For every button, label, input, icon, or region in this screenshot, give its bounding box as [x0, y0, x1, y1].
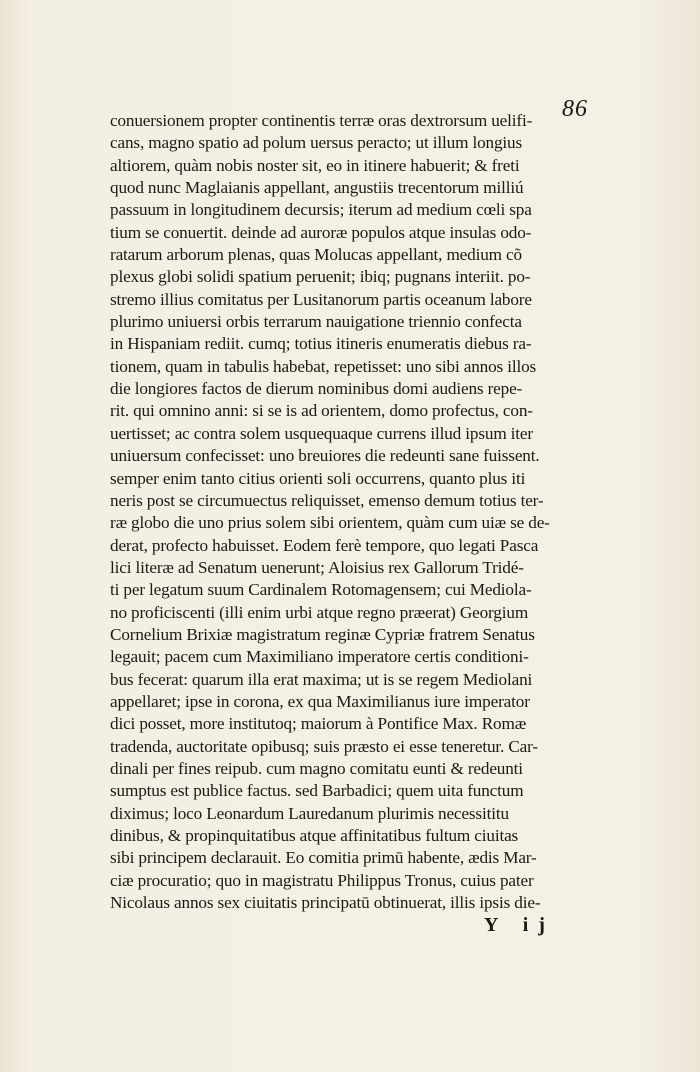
text-line: bus fecerat: quarum illa erat maxima; ut is se regem Mediolani — [110, 669, 533, 689]
text-line: in Hispaniam rediit. cumq; totius itineris enumeratis diebus ra- — [110, 334, 532, 354]
text-line: Nicolaus annos sex ciuitatis principatū obtinuerat, illis ipsis die- — [110, 893, 541, 913]
text-line: derat, profecto habuisset. Eodem ferè tempore, quo legati Pasca — [110, 535, 539, 555]
text-line: ræ globo die uno prius solem sibi orientem, quàm cum uiæ se de- — [110, 513, 550, 533]
text-line: tradenda, auctoritate opibusq; suis præsto ei esse teneretur. Car- — [110, 736, 538, 756]
text-line: tium se conuertit. deinde ad auroræ populos atque insulas odo- — [110, 222, 532, 242]
text-line: no proficiscenti (illi enim urbi atque regno præerat) Georgium — [110, 602, 529, 622]
text-line: die longiores factos de dierum nominibus domi audiens repe- — [110, 379, 523, 399]
text-line: conuersionem propter continentis terræ oras dextrorsum uelifi- — [110, 111, 533, 130]
text-line: plurimo uniuersi orbis terrarum nauigatione triennio confecta — [110, 312, 522, 332]
text-line: dinali per fines reipub. cum magno comitatu eunti & redeunti — [110, 758, 523, 778]
text-line: stremo illius comitatus per Lusitanorum partis oceanum labore — [110, 289, 532, 309]
text-line: sumptus est publice factus. sed Barbadici; quem uita functum — [110, 781, 524, 801]
text-line: uertisset; ac contra solem usquequaque currens illud ipsum iter — [110, 423, 533, 443]
text-line: ti per legatum suum Cardinalem Rotomagensem; cui Mediola- — [110, 580, 532, 600]
text-line: plexus globi solidi spatium peruenit; ibiq; pugnans interiit. po- — [110, 267, 531, 287]
body-text — [110, 110, 606, 914]
text-line: passuum in longitudinem decursis; iterum ad medium cœli spa — [110, 200, 532, 220]
text-line: sibi principem declarauit. Eo comitia primū habente, ædis Mar- — [110, 848, 537, 868]
text-line: dici posset, more institutoq; maiorum à Pontifice Max. Romæ — [110, 714, 527, 734]
text-line: altiorem, quàm nobis noster sit, eo in itinere habuerit; & freti — [110, 155, 520, 175]
text-line: quod nunc Maglaianis appellant, angustiis trecentorum milliú — [110, 178, 524, 198]
text-line: dinibus, & propinquitatibus atque affinitatibus fultum ciuitas — [110, 826, 519, 845]
text-line: neris post se circumuectus reliquisset, emenso demum totius ter- — [110, 490, 544, 510]
text-line: ciæ procuratio; quo in magistratu Philippus Tronus, cuius pater — [110, 870, 534, 890]
page-number: 86 — [562, 96, 588, 122]
text-line: rit. qui omnino anni: si se is ad orientem, domo profectus, con- — [110, 401, 533, 421]
text-line: cans, magno spatio ad polum uersus peracto; ut illum longius — [110, 133, 523, 153]
text-line: uniuersum confecisset: uno breuiores die redeunti sane fuissent. — [110, 446, 540, 466]
text-line: Cornelium Brixiæ magistratum reginæ Cypriæ fratrem Senatus — [110, 624, 535, 644]
text-line: diximus; loco Leonardum Lauredanum plurimis necessititu — [110, 803, 509, 823]
signature-mark: Y ij — [484, 914, 555, 936]
text-line: legauit; pacem cum Maximiliano imperatore certis conditioni- — [110, 647, 529, 667]
text-line: lici literæ ad Senatum uenerunt; Aloisius rex Gallorum Tridé- — [110, 557, 524, 577]
text-line: semper enim tanto citius orienti soli occurrens, quanto plus iti — [110, 468, 526, 488]
text-line: ratarum arborum plenas, quas Molucas appellant, medium cõ — [110, 245, 522, 265]
text-line: tionem, quam in tabulis habebat, repetisset: uno sibi annos illos — [110, 356, 537, 376]
text-line: appellaret; ipse in corona, ex qua Maximilianus iure imperator — [110, 691, 530, 711]
